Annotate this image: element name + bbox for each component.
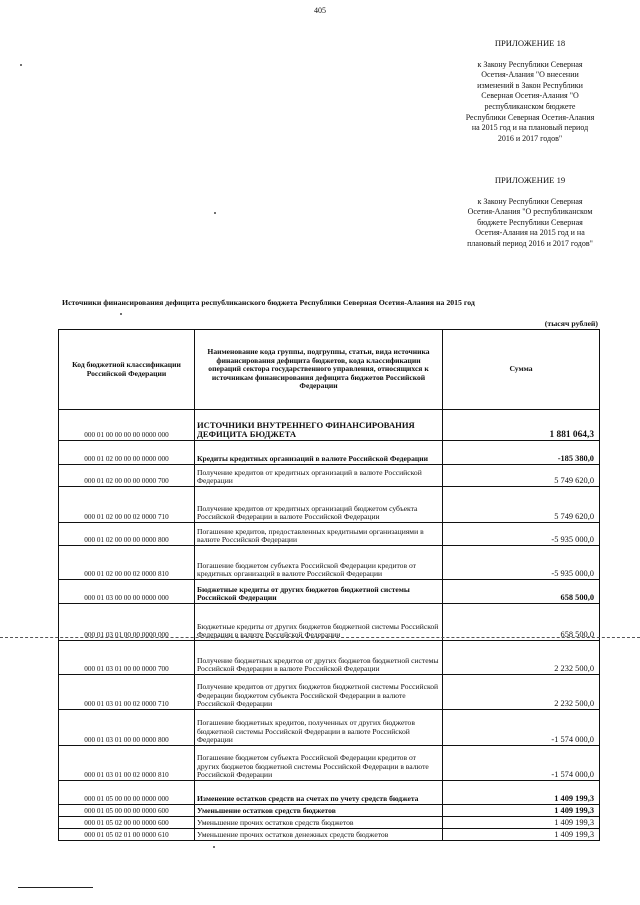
row-name: Погашение кредитов, предоставленных кредитными организациями в валюте Российской Федерации — [195, 523, 443, 546]
appendix-18-line: к Закону Республики Северная — [477, 59, 583, 69]
table-row — [59, 829, 600, 841]
row-code: 000 01 03 01 00 00 0000 000 — [59, 604, 195, 641]
row-code: 000 01 02 00 00 00 0000 700 — [59, 465, 195, 487]
row-name: Уменьшение прочих остатков средств бюджетов — [195, 817, 443, 829]
header-name: Наименование кода группы, подгруппы, статьи, вида источника финансирования дефицита бюджетов, кода классификации операций сектора государственного управления, относящихся к источникам финансирования дефицита бюджетов Российской Федерации — [195, 330, 443, 410]
row-amount: 1 409 199,3 — [443, 829, 600, 841]
row-code: 000 01 00 00 00 00 0000 000 — [59, 410, 195, 441]
table-row — [59, 710, 600, 746]
row-code: 000 01 02 00 00 02 0000 710 — [59, 487, 195, 523]
row-amount: -5 935 000,0 — [443, 546, 600, 580]
table-row — [59, 465, 600, 487]
row-code: 000 01 03 01 00 00 0000 700 — [59, 641, 195, 675]
row-code: 000 01 02 00 00 00 0000 800 — [59, 523, 195, 546]
appendix-19-block — [445, 175, 615, 250]
scan-artifact-line — [0, 637, 640, 638]
table-row — [59, 817, 600, 829]
table-row — [59, 546, 600, 580]
appendix-18-line: Северная Осетия-Алания "О — [481, 91, 579, 101]
appendix-18-line: на 2015 год и на плановый период — [471, 123, 589, 133]
table-row — [59, 604, 600, 641]
appendix-19-line: Осетия-Алания "О республиканском — [467, 207, 593, 217]
table-row — [59, 781, 600, 805]
row-amount: 5 749 620,0 — [443, 465, 600, 487]
row-name: Получение кредитов от других бюджетов бюджетной системы Российской Федерации бюджетом субъекта Российской Федерации в валюте Российской Федерации — [195, 675, 443, 710]
table-header-row — [59, 330, 600, 410]
row-name: Бюджетные кредиты от других бюджетов бюджетной системы Российской Федерации — [195, 580, 443, 604]
table-row — [59, 441, 600, 465]
appendix-18-block — [445, 38, 615, 144]
row-name: Уменьшение остатков средств бюджетов — [195, 805, 443, 817]
row-name: Изменение остатков средств на счетах по учету средств бюджета — [195, 781, 443, 805]
appendix-18-line: Осетия-Алания "О внесении — [481, 70, 579, 80]
header-amount: Сумма — [443, 330, 600, 410]
appendix-18-line: республиканском бюджете — [484, 101, 576, 111]
row-name: Получение бюджетных кредитов от других бюджетов бюджетной системы Российской Федерации в валюте Российской Федерации — [195, 641, 443, 675]
appendix-18-line: Республики Северная Осетия-Алания — [465, 112, 595, 122]
row-amount: 1 409 199,3 — [443, 781, 600, 805]
row-code: 000 01 05 02 01 00 0000 610 — [59, 829, 195, 841]
appendix-19-line: к Закону Республики Северная — [477, 196, 583, 206]
row-amount: -185 380,0 — [443, 441, 600, 465]
row-amount: 658 500,0 — [443, 580, 600, 604]
row-name: Погашение бюджетных кредитов, полученных от других бюджетов бюджетной системы Российской Федерации в валюте Российской Федерации — [195, 710, 443, 746]
row-name: Уменьшение прочих остатков денежных средств бюджетов — [195, 829, 443, 841]
row-name: Получение кредитов от кредитных организаций бюджетом субъекта Российской Федерации в валюте Российской Федерации — [195, 487, 443, 523]
appendix-18-line: изменений в Закон Республики — [477, 80, 583, 90]
row-amount: 5 749 620,0 — [443, 487, 600, 523]
table-row — [59, 580, 600, 604]
page-number: 405 — [314, 6, 326, 15]
row-amount: 2 232 500,0 — [443, 641, 600, 675]
row-amount: 2 232 500,0 — [443, 675, 600, 710]
row-name: Погашение бюджетом субъекта Российской Федерации кредитов от других бюджетов бюджетной системы Российской Федерации в валюте Российской Федерации — [195, 746, 443, 781]
appendix-18-line: 2016 и 2017 годов" — [497, 133, 563, 143]
row-name: Бюджетные кредиты от других бюджетов бюджетной системы Российской Федерации в валюте Российской Федерации — [195, 604, 443, 641]
row-code: 000 01 05 00 00 00 0000 600 — [59, 805, 195, 817]
row-code: 000 01 05 02 00 00 0000 600 — [59, 817, 195, 829]
row-name: Кредиты кредитных организаций в валюте Российской Федерации — [195, 441, 443, 465]
appendix-19-line: плановый период 2016 и 2017 годов" — [467, 238, 593, 248]
units-label: (тысяч рублей) — [544, 319, 598, 328]
row-code: 000 01 03 01 00 00 0000 800 — [59, 710, 195, 746]
row-code: 000 01 03 00 00 00 0000 000 — [59, 580, 195, 604]
footer-rule — [18, 887, 93, 888]
appendix-18-heading: ПРИЛОЖЕНИЕ 18 — [494, 38, 566, 48]
row-code: 000 01 03 01 00 02 0000 710 — [59, 675, 195, 710]
document-title: Источники финансирования дефицита республиканского бюджета Республики Северная Осетия-Алания на 2015 год — [62, 298, 475, 307]
row-code: 000 01 02 00 00 02 0000 810 — [59, 546, 195, 580]
header-code: Код бюджетной классификации Российской Федерации — [59, 330, 195, 410]
table-row — [59, 487, 600, 523]
table-row — [59, 641, 600, 675]
appendix-19-heading: ПРИЛОЖЕНИЕ 19 — [494, 175, 566, 185]
scan-speck — [120, 313, 122, 315]
table-row — [59, 410, 600, 441]
financing-sources-table — [58, 329, 600, 841]
table-row — [59, 746, 600, 781]
table-row — [59, 675, 600, 710]
scan-speck — [214, 212, 216, 214]
scan-speck — [20, 64, 22, 66]
row-code: 000 01 03 01 00 02 0000 810 — [59, 746, 195, 781]
row-code: 000 01 05 00 00 00 0000 000 — [59, 781, 195, 805]
row-name: Получение кредитов от кредитных организаций в валюте Российской Федерации — [195, 465, 443, 487]
row-amount: -5 935 000,0 — [443, 523, 600, 546]
row-amount: -1 574 000,0 — [443, 710, 600, 746]
table-row — [59, 805, 600, 817]
row-name: Погашение бюджетом субъекта Российской Федерации кредитов от кредитных организаций в валюте Российской Федерации — [195, 546, 443, 580]
appendix-19-line: Осетия-Алания на 2015 год и на — [475, 228, 585, 238]
row-amount: 1 409 199,3 — [443, 805, 600, 817]
appendix-19-line: бюджете Республики Северная — [477, 217, 583, 227]
row-name: ИСТОЧНИКИ ВНУТРЕННЕГО ФИНАНСИРОВАНИЯ ДЕФИЦИТА БЮДЖЕТА — [195, 410, 443, 441]
row-amount: 658 500,0 — [443, 604, 600, 641]
row-amount: 1 881 064,3 — [443, 410, 600, 441]
row-code: 000 01 02 00 00 00 0000 000 — [59, 441, 195, 465]
scan-speck — [213, 846, 215, 848]
row-amount: 1 409 199,3 — [443, 817, 600, 829]
row-amount: -1 574 000,0 — [443, 746, 600, 781]
table-row — [59, 523, 600, 546]
